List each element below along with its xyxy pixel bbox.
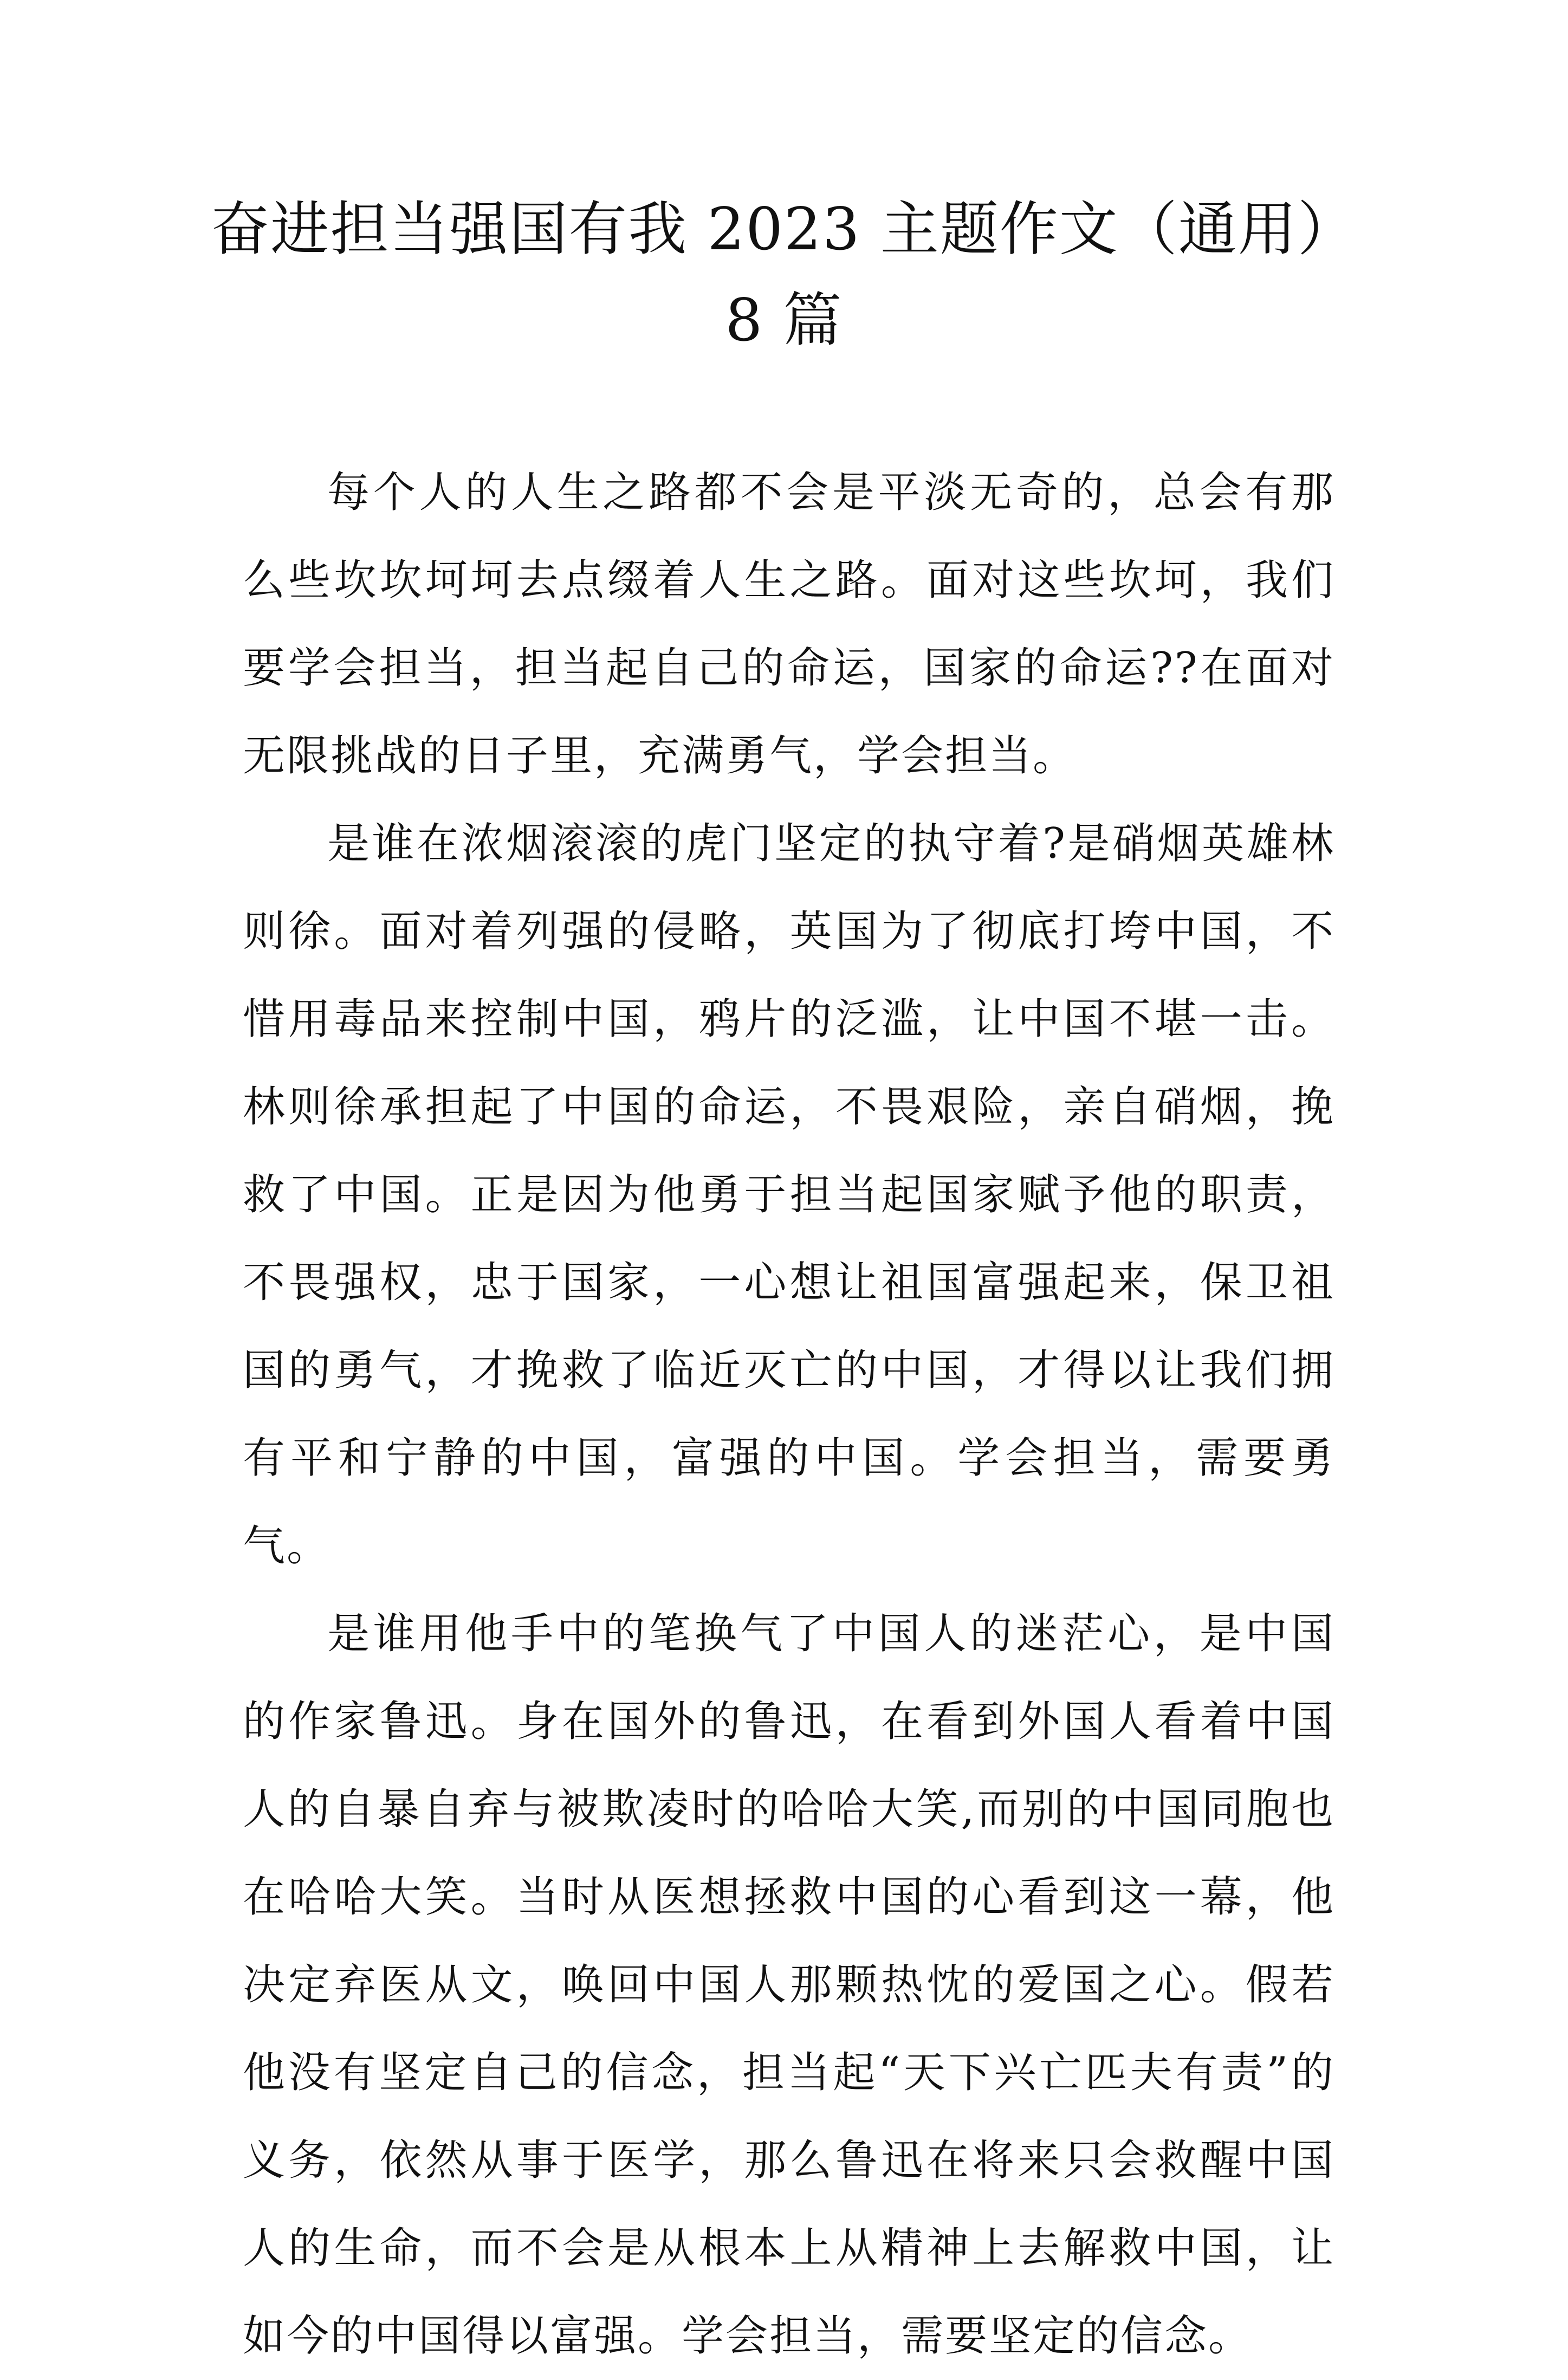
paragraph-3: 是谁用他手中的笔换气了中国人的迷茫心，是中国的作家鲁迅。身在国外的鲁迅，在看到外国人看着中国人的自暴自弃与被欺凌时的哈哈大笑,而别的中国同胞也在哈哈大笑。当时从医想拯救中国的心看到这一幕，他决定弃医从文，唤回中国人那颗热忱的爱国之心。假若他没有坚定自己的信念，担当起“天下兴亡匹夫有责”的义务，依然从事于医学，那么鲁迅在将来只会救醒中国人的生命，而不会是从根本上从精神上去解救中国，让如今的中国得以富强。学会担当，需要坚定的信念。 [243,1609,1335,2360]
paragraph-2: 是谁在浓烟滚滚的虎门坚定的执守着?是硝烟英雄林则徐。面对着列强的侵略，英国为了彻底打垮中国，不惜用毒品来控制中国，鸦片的泛滥，让中国不堪一击。林则徐承担起了中国的命运，不畏艰险，亲自硝烟，挽救了中国。正是因为他勇于担当起国家赋予他的职责，不畏强权，忠于国家，一心想让祖国富强起来，保卫祖国的勇气，才挽救了临近灭亡的中国，才得以让我们拥有平和宁静的中国，富强的中国。学会担当，需要勇气。 [243,819,1335,1570]
paragraph-1: 每个人的人生之路都不会是平淡无奇的，总会有那么些坎坎坷坷去点缀着人生之路。面对这些坎坷，我们要学会担当，担当起自己的命运，国家的命运??在面对无限挑战的日子里，充满勇气，学会担当。 [243,468,1335,780]
document-body [243,449,1335,2380]
document-title: 奋进担当强国有我 2023 主题作文（通用）8 篇 [211,196,1357,354]
